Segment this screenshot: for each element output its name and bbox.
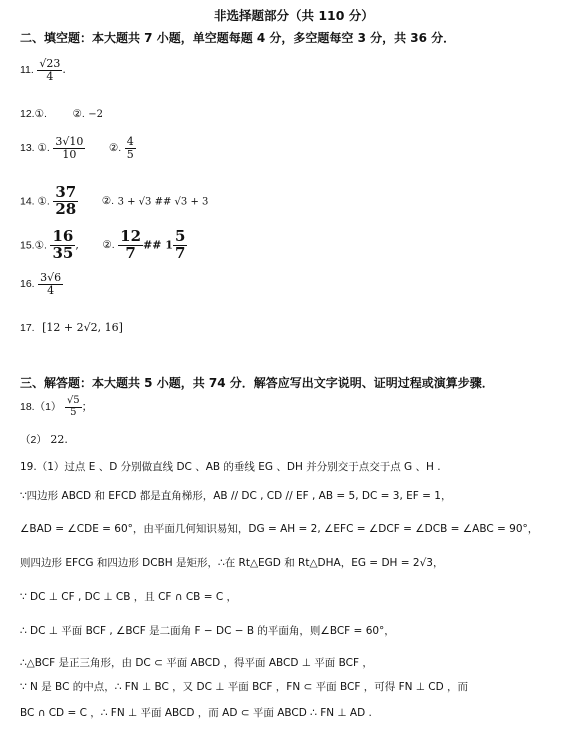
solution-19-line-8: ∵ N 是 BC 的中点，∴ FN ⊥ BC ，又 DC ⊥ 平面 BCF ，FN ⊂ 平面 BCF ，可得 FN ⊥ CD ，而 [20,681,469,693]
solution-19-line-9: BC ∩ CD = C ，∴ FN ⊥ 平面 ABCD ，而 AD ⊂ 平面 ABCD ∴ FN ⊥ AD . [20,707,372,719]
sub-label: ②. [101,195,115,208]
answer-13 [20,136,136,160]
numerator: 3√6 [40,271,62,284]
question-number: 15.①. [20,239,47,252]
solution-19-line-1: 19.（1）过点 E 、D 分别做直线 DC 、AB 的垂线 EG 、DH 并分别交于点交于点 G 、H . [20,461,441,473]
fraction [50,229,75,262]
fraction [53,136,85,160]
fraction [118,229,143,262]
solution-19-line-6: ∴ DC ⊥ 平面 BCF , ∠BCF 是二面角 F − DC − B 的平面角，则∠BCF = 60°， [20,625,395,637]
section-solution-heading: 三、解答题：本大题共 5 小题，共 74 分．解答应写出文字说明、证明过程或演算步骤． [20,376,494,390]
answer-value: [12 + 2√2, 16] [42,321,123,334]
punctuation: ； [81,400,93,413]
punctuation: . [62,63,66,77]
solution-19-line-7: ∴△BCF 是正三角形，由 DC ⊂ 平面 ABCD ，得平面 ABCD ⊥ 平面 BCF ， [20,657,373,669]
solution-19-line-2: ∵四边形 ABCD 和 EFCD 都是直角梯形，AB // DC , CD // EF , AB = 5, DC = 3, EF = 1， [20,490,452,502]
numerator: 5 [174,227,186,245]
numerator: 4 [126,135,134,148]
denominator: 5 [126,147,134,161]
sub-label: （2） [20,434,47,446]
solution-19-line-3: ∠BAD = ∠CDE = 60°，由平面几何知识易知，DG = AH = 2, ∠EFC = ∠DCF = ∠DCB = ∠ABC = 90°， [20,523,539,535]
punctuation: , [75,238,79,252]
sub-label: ②. [72,108,85,120]
sub-label: ②. [108,142,122,155]
denominator: 4 [46,69,54,83]
question-number: 11. [20,64,34,77]
denominator: 4 [47,283,55,297]
answer-value: −2 [88,109,104,120]
question-number: 12.①. [20,108,47,120]
page-title: 非选择题部分（共 110 分） [214,8,374,23]
fraction [173,229,187,262]
fraction [65,396,82,418]
fraction [37,58,62,82]
answer-separator: ## 1 [143,238,173,252]
fraction [53,185,78,218]
answer-value: 22. [50,433,68,446]
answer-14 [20,185,208,218]
answer-18-part2 [20,432,68,447]
numerator: 37 [55,183,77,201]
question-number: 17. [20,322,35,334]
numerator: √23 [39,57,61,70]
answer-18-part1 [20,396,93,418]
answer-17 [20,321,123,334]
denominator: 7 [174,243,186,262]
numerator: √5 [66,395,80,406]
solution-19-line-5: ∵ DC ⊥ CF , DC ⊥ CB ，且 CF ∩ CB = C ， [20,591,237,603]
fraction [125,136,136,160]
denominator: 5 [70,406,77,418]
solution-19-line-4: 则四边形 EFCG 和四边形 DCBH 是矩形，∴在 Rt△EGD 和 Rt△DHA，EG = DH = 2√3， [20,557,444,569]
numerator: 16 [52,227,74,245]
sub-label: ②. [102,239,115,252]
answer-15 [20,229,187,262]
question-number: 18.（1） [20,401,62,413]
denominator: 28 [55,199,77,218]
question-number: 13. ①. [20,142,50,155]
fraction [38,272,63,296]
numerator: 12 [120,227,142,245]
answer-value: 3 + √3 ## √3 + 3 [117,196,209,208]
answer-16 [20,272,63,296]
denominator: 7 [125,243,136,262]
numerator: 3√10 [55,135,84,148]
denominator: 35 [52,243,74,262]
answer-11 [20,58,66,82]
question-number: 16. [20,278,35,291]
answer-12 [20,107,103,120]
question-number: 14. ①. [20,195,50,208]
denominator: 10 [62,147,77,161]
section-fill-in-heading: 二、填空题：本大题共 7 小题，单空题每题 4 分，多空题每空 3 分，共 36 分． [20,31,456,45]
